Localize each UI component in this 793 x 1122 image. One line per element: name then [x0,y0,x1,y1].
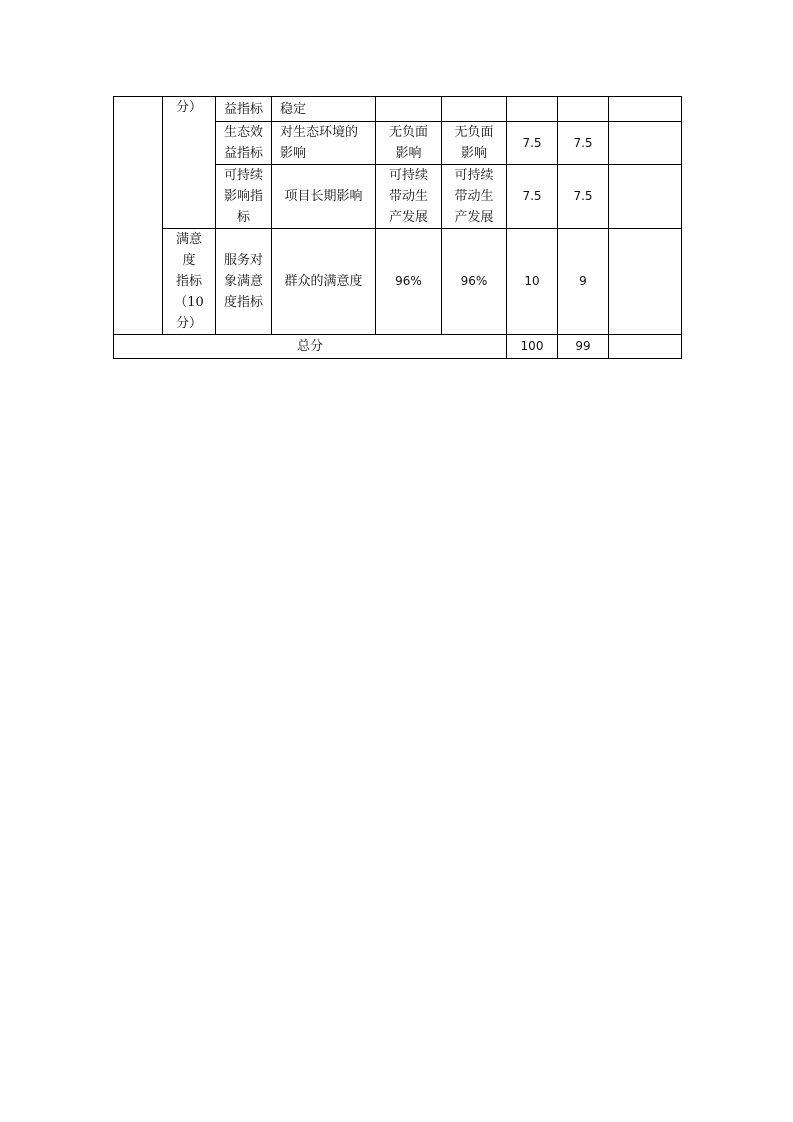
target-cell: 96% [376,229,442,335]
target-cell [376,97,442,122]
actual-cell: 可持续 带动生 产发展 [442,165,507,229]
actual-cell: 无负面 影响 [442,122,507,165]
remark-cell [609,229,682,335]
total-score-cell: 99 [558,335,609,359]
table-row [114,229,682,335]
total-row [114,335,682,359]
remark-cell [609,97,682,122]
weight-cell: 7.5 [507,122,558,165]
table-row [114,97,682,122]
performance-indicator-table [113,96,682,359]
remark-cell [609,165,682,229]
target-cell: 可持续 带动生 产发展 [376,165,442,229]
total-label-cell: 总分 [114,335,507,359]
level2-cell: 生态效 益指标 [216,122,272,165]
weight-cell: 10 [507,229,558,335]
score-cell: 7.5 [558,165,609,229]
actual-cell [442,97,507,122]
indicator-cell: 稳定 [272,97,376,122]
indicator-cell: 项目长期影响 [272,165,376,229]
score-cell [558,97,609,122]
total-weight-cell: 100 [507,335,558,359]
level1-cell: 满意 度 指标 （10 分） [163,229,216,335]
indicator-cell: 对生态环境的 影响 [272,122,376,165]
weight-cell: 7.5 [507,165,558,229]
actual-cell: 96% [442,229,507,335]
level1-cell: 分） [163,97,216,229]
level2-cell: 益指标 [216,97,272,122]
level2-cell: 服务对 象满意 度指标 [216,229,272,335]
remark-cell [609,122,682,165]
score-cell: 7.5 [558,122,609,165]
category-cell-empty [114,97,163,335]
weight-cell [507,97,558,122]
indicator-cell: 群众的满意度 [272,229,376,335]
score-cell: 9 [558,229,609,335]
level2-cell: 可持续 影响指 标 [216,165,272,229]
total-remark-cell [609,335,682,359]
target-cell: 无负面 影响 [376,122,442,165]
